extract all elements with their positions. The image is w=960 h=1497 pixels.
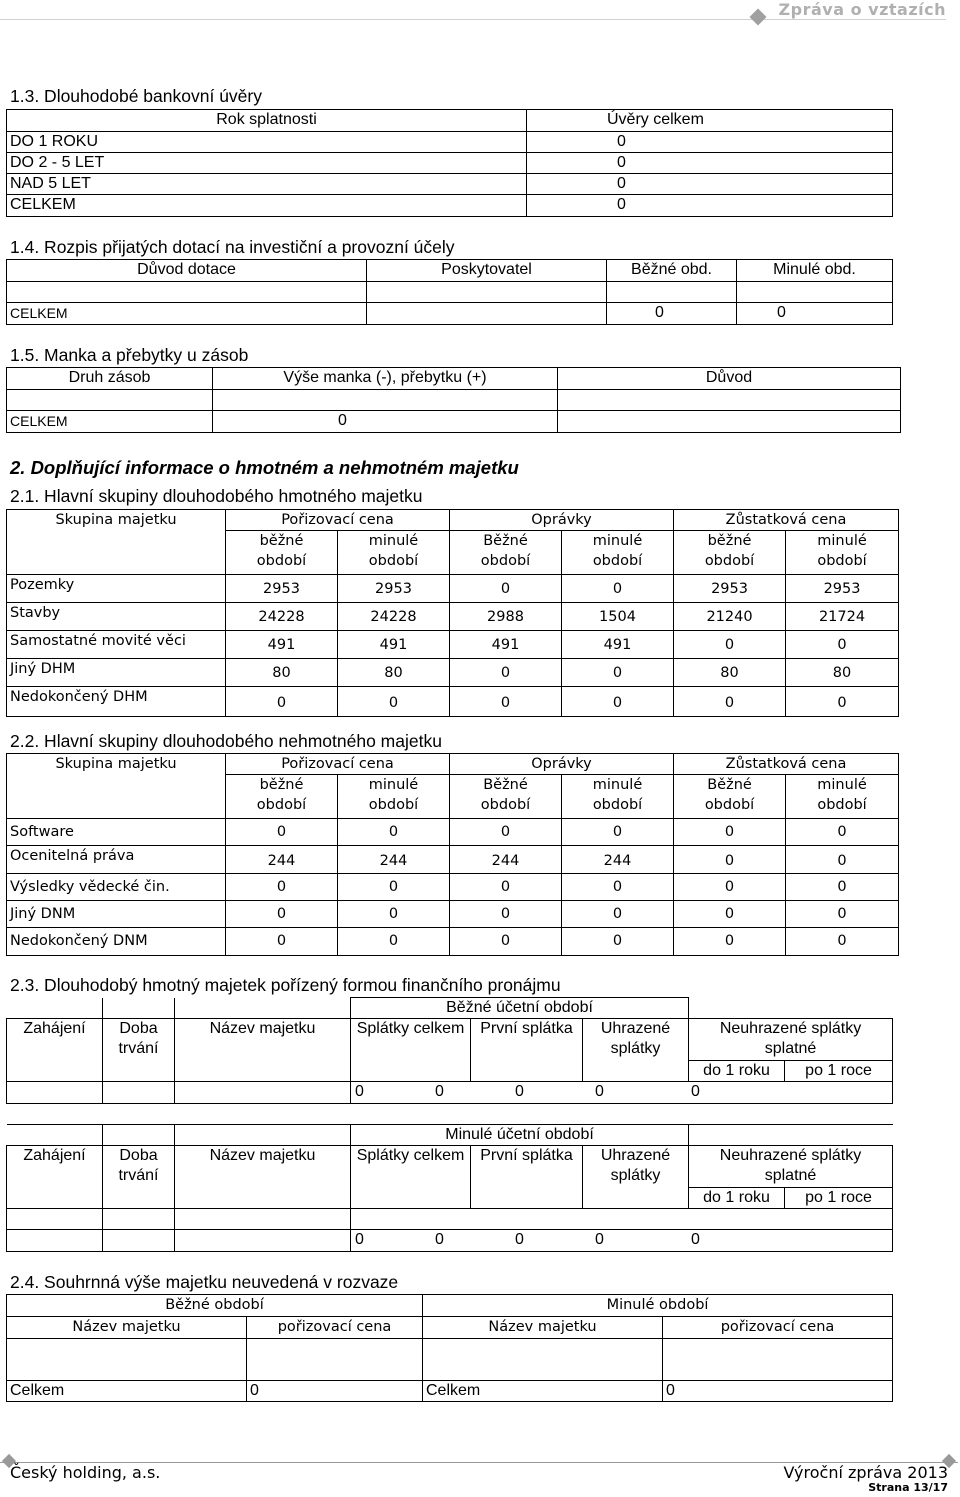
table-cell: 0 [786,928,899,956]
table-cell [175,1230,351,1252]
table-cell [7,1125,103,1146]
value: 0 [691,1083,700,1100]
table-cell [558,390,901,411]
heading-1-5: 1.5. Manka a přebytky u zásob [10,345,249,365]
table-row [7,928,899,956]
table-cell: 0 [674,901,786,928]
sub-header-line: období [480,797,531,813]
total-label: CELKEM [7,411,213,433]
sub-header-line: Běžné [483,533,528,549]
table-cell: 0 [674,687,786,717]
sub-header-line: období [704,553,755,569]
row-label: Jiný DHM [7,659,226,687]
col-header: Druh zásob [7,368,213,390]
value: 0 [595,1231,604,1248]
row-label: Samostatné movité věci [7,631,226,659]
diamond-icon [750,9,767,26]
row-label: Stavby [7,603,226,631]
sub-header-line: minulé [817,777,867,793]
sub-header-line: období [592,797,643,813]
row-label: Nedokončený DNM [7,928,226,956]
table-cell: 80 [674,659,786,687]
table-cell [7,1339,247,1381]
col-header: Neuhrazené splátky splatné [689,1019,893,1061]
table-cell [7,1230,103,1252]
table-cell: 80 [226,659,338,687]
table-cell: 24228 [226,603,338,631]
total-label: Celkem [423,1381,663,1402]
sub-header [338,531,450,575]
sub-header-line: běžné [259,777,304,793]
table-cell: 0 [450,575,562,603]
table-cell [689,998,893,1019]
table-cell: 0 [527,132,893,153]
table-cell: 24228 [338,603,450,631]
table-cell: 0 [527,174,893,195]
sub-header [450,531,562,575]
sub-header-line: období [480,553,531,569]
table-cell [7,1209,103,1230]
table-row [7,631,899,659]
value: 0 [691,1231,700,1248]
table-cell: DO 2 - 5 LET [7,153,527,174]
table-tangible-assets [6,509,899,717]
sub-header-line: minulé [368,777,419,793]
table-cell: 0 [786,687,899,717]
table-cell: 244 [226,846,338,874]
table-cell: 0 [562,928,674,956]
table-cell [367,303,607,325]
table-cell: 0 [786,819,899,846]
sub-header [226,775,338,819]
table-cell: 0 [450,687,562,717]
table-cell: 2953 [338,575,450,603]
table-cell [737,282,893,303]
col-header: Výše manka (-), přebytku (+) [213,368,558,390]
footer-company: Český holding, a.s. [10,1463,161,1482]
table-cell: 0 [786,874,899,901]
col-header: Zahájení [7,1019,103,1082]
total-label: Celkem [7,1381,247,1402]
sub-header-line: běžné [259,533,304,549]
table-row [7,687,899,717]
sub-header [674,775,786,819]
sub-header-line: Běžné [483,777,528,793]
period-header: Běžné období [7,1295,423,1317]
table-cell: 0 [562,687,674,717]
table-cell: 491 [338,631,450,659]
table-cell [423,1339,663,1381]
value: 0 [355,1231,364,1248]
table-cell: 2953 [674,575,786,603]
col-header: Úvěry celkem [527,110,893,132]
table-cell [558,411,901,433]
col-header: Běžné obd. [607,260,737,282]
table-cell: 491 [450,631,562,659]
table-cell: 0 [226,901,338,928]
heading-2-4: 2.4. Souhrnná výše majetku neuvedená v rozvaze [10,1272,399,1292]
table-subsidies [6,259,893,325]
table-cell: 0 [674,631,786,659]
group-header: Oprávky [450,510,674,531]
total-value: 0 [663,1381,893,1402]
group-header: Pořizovací cena [226,754,450,775]
table-cell: 0 [450,659,562,687]
table-lease-current [6,997,893,1104]
row-label: Ocenitelná práva [7,846,226,874]
running-header-title: Zpráva o vztazích [778,0,946,19]
header-rule [0,19,946,20]
col-header: Neuhrazené splátky splatné [689,1146,893,1188]
col-header: Uhrazené splátky [583,1146,689,1209]
row-label: Software [7,819,226,846]
table-cell: 21724 [786,603,899,631]
col-header: Doba trvání [103,1019,175,1082]
table-cell: 0 [786,631,899,659]
table-lease-previous [6,1124,893,1252]
sub-header-line: období [256,553,307,569]
col-header: Splátky celkem [351,1146,471,1209]
table-cell [103,1230,175,1252]
table-cell: 0 [450,874,562,901]
heading-2-3: 2.3. Dlouhodobý hmotný majetek pořízený formou finančního pronájmu [10,975,561,995]
table-cell: 0 [562,874,674,901]
table-cell [7,998,103,1019]
table-row [7,659,899,687]
row-label: Jiný DNM [7,901,226,928]
col-header: pořizovací cena [247,1317,423,1339]
table-cell [175,1125,351,1146]
table-cell [689,1125,893,1146]
table-cell: 0 [786,901,899,928]
sub-header [338,775,450,819]
table-cell: 0 [562,575,674,603]
table-bank-loans [6,109,893,217]
table-off-balance [6,1294,893,1402]
table-row [7,575,899,603]
table-cell [247,1339,423,1381]
period-header: Minulé období [423,1295,893,1317]
sub-header-line: období [592,553,643,569]
sub-header [562,775,674,819]
period-header: Minulé účetní období [351,1125,689,1146]
values-cell [351,1082,893,1104]
total-previous: 0 [737,303,893,325]
sub-header-line: běžné [707,533,752,549]
row-label: Nedokončený DHM [7,687,226,717]
row-label: Pozemky [7,575,226,603]
table-cell: 0 [786,846,899,874]
table-cell [367,282,607,303]
sub-header-line: minulé [592,777,643,793]
table-cell [175,1082,351,1104]
table-cell [7,390,213,411]
table-row [7,1230,893,1252]
col-header: První splátka [471,1019,583,1082]
table-cell: 0 [338,687,450,717]
sub-header-line: období [368,553,419,569]
table-cell: 244 [562,846,674,874]
table-row [7,846,899,874]
table-cell: 0 [527,195,893,217]
table-cell: 0 [674,846,786,874]
table-cell [351,1209,893,1230]
row-label: Výsledky vědecké čin. [7,874,226,901]
col-header: Název majetku [175,1146,351,1209]
col-header: Důvod [558,368,901,390]
table-row [7,1381,893,1402]
table-cell: DO 1 ROKU [7,132,527,153]
sub-header-line: období [817,553,867,569]
sub-header [786,775,899,819]
col-header: Název majetku [423,1317,663,1339]
value: 0 [595,1083,604,1100]
sub-header-line: období [368,797,419,813]
table-cell: 244 [338,846,450,874]
col-header: Uhrazené splátky [583,1019,689,1082]
table-cell: 0 [674,819,786,846]
table-cell [103,1125,175,1146]
group-header: Zůstatková cena [674,510,899,531]
table-cell [607,282,737,303]
value: 0 [435,1083,444,1100]
table-row [7,901,899,928]
table-cell [175,998,351,1019]
table-cell: 0 [226,687,338,717]
table-cell: 0 [226,819,338,846]
value: 0 [355,1083,364,1100]
heading-2-2: 2.2. Hlavní skupiny dlouhodobého nehmotného majetku [10,731,442,751]
heading-2-1: 2.1. Hlavní skupiny dlouhodobého hmotného majetku [10,486,423,506]
sub-header [786,531,899,575]
sub-header [674,531,786,575]
col-header: Rok splatnosti [7,110,527,132]
col-header: Skupina majetku [7,510,226,575]
table-cell: 0 [674,928,786,956]
table-row [7,603,899,631]
table-intangible-assets [6,753,899,956]
col-header: Skupina majetku [7,754,226,819]
total-current: 0 [607,303,737,325]
total-value: 0 [247,1381,423,1402]
sub-header [226,531,338,575]
table-row [7,819,899,846]
table-cell [103,1082,175,1104]
col-header: Splátky celkem [351,1019,471,1082]
table-cell: 0 [226,874,338,901]
table-cell [7,282,367,303]
sub-header-line: minulé [368,533,419,549]
table-cell: 0 [527,153,893,174]
table-row [7,874,899,901]
period-header: Běžné účetní období [351,998,689,1019]
table-cell: 0 [338,874,450,901]
table-cell: 0 [226,928,338,956]
total-label: CELKEM [7,303,367,325]
sub-header: po 1 roce [785,1188,893,1209]
table-row [7,1082,893,1104]
table-cell [663,1339,893,1381]
sub-header-line: období [817,797,867,813]
sub-header: po 1 roce [785,1061,893,1082]
sub-header: do 1 roku [689,1061,785,1082]
table-cell: 0 [674,874,786,901]
table-cell: 0 [562,901,674,928]
table-cell [213,390,558,411]
table-cell: 1504 [562,603,674,631]
table-cell: 491 [226,631,338,659]
table-cell: CELKEM [7,195,527,217]
table-cell [7,1082,103,1104]
table-cell: 0 [562,659,674,687]
table-cell: 0 [450,901,562,928]
group-header: Pořizovací cena [226,510,450,531]
col-header: Minulé obd. [737,260,893,282]
col-header: První splátka [471,1146,583,1209]
col-header: Důvod dotace [7,260,367,282]
heading-1-4: 1.4. Rozpis přijatých dotací na investiční a provozní účely [10,237,455,257]
table-cell: 0 [450,819,562,846]
table-inventory [6,367,901,433]
sub-header: do 1 roku [689,1188,785,1209]
table-cell: 491 [562,631,674,659]
col-header: Poskytovatel [367,260,607,282]
value: 0 [515,1231,524,1248]
col-header: Název majetku [7,1317,247,1339]
table-cell: 21240 [674,603,786,631]
table-cell [103,1209,175,1230]
col-header: pořizovací cena [663,1317,893,1339]
heading-2: 2. Doplňující informace o hmotném a nehmotném majetku [10,457,519,478]
table-cell: 0 [338,928,450,956]
values-cell [351,1230,893,1252]
col-header: Název majetku [175,1019,351,1082]
table-cell: 2953 [226,575,338,603]
table-cell [175,1209,351,1230]
sub-header-line: minulé [817,533,867,549]
sub-header [562,531,674,575]
table-cell [103,998,175,1019]
table-cell: 0 [338,819,450,846]
table-cell: 0 [562,819,674,846]
table-cell: 80 [786,659,899,687]
table-cell: 2953 [786,575,899,603]
sub-header-line: období [704,797,755,813]
sub-header-line: minulé [592,533,643,549]
sub-header-line: Běžné [707,777,752,793]
sub-header-line: období [256,797,307,813]
group-header: Oprávky [450,754,674,775]
value: 0 [515,1083,524,1100]
col-header: Doba trvání [103,1146,175,1209]
table-cell: 0 [450,928,562,956]
table-cell: 0 [338,901,450,928]
total-value: 0 [213,411,558,433]
heading-1-3: 1.3. Dlouhodobé bankovní úvěry [10,86,262,106]
sub-header [450,775,562,819]
group-header: Zůstatková cena [674,754,899,775]
col-header: Zahájení [7,1146,103,1209]
footer-page: Strana 13/17 [868,1481,948,1494]
table-cell: 80 [338,659,450,687]
table-cell: 2988 [450,603,562,631]
value: 0 [435,1231,444,1248]
footer-report: Výroční zpráva 2013 [783,1463,948,1482]
table-cell: 244 [450,846,562,874]
table-cell: NAD 5 LET [7,174,527,195]
